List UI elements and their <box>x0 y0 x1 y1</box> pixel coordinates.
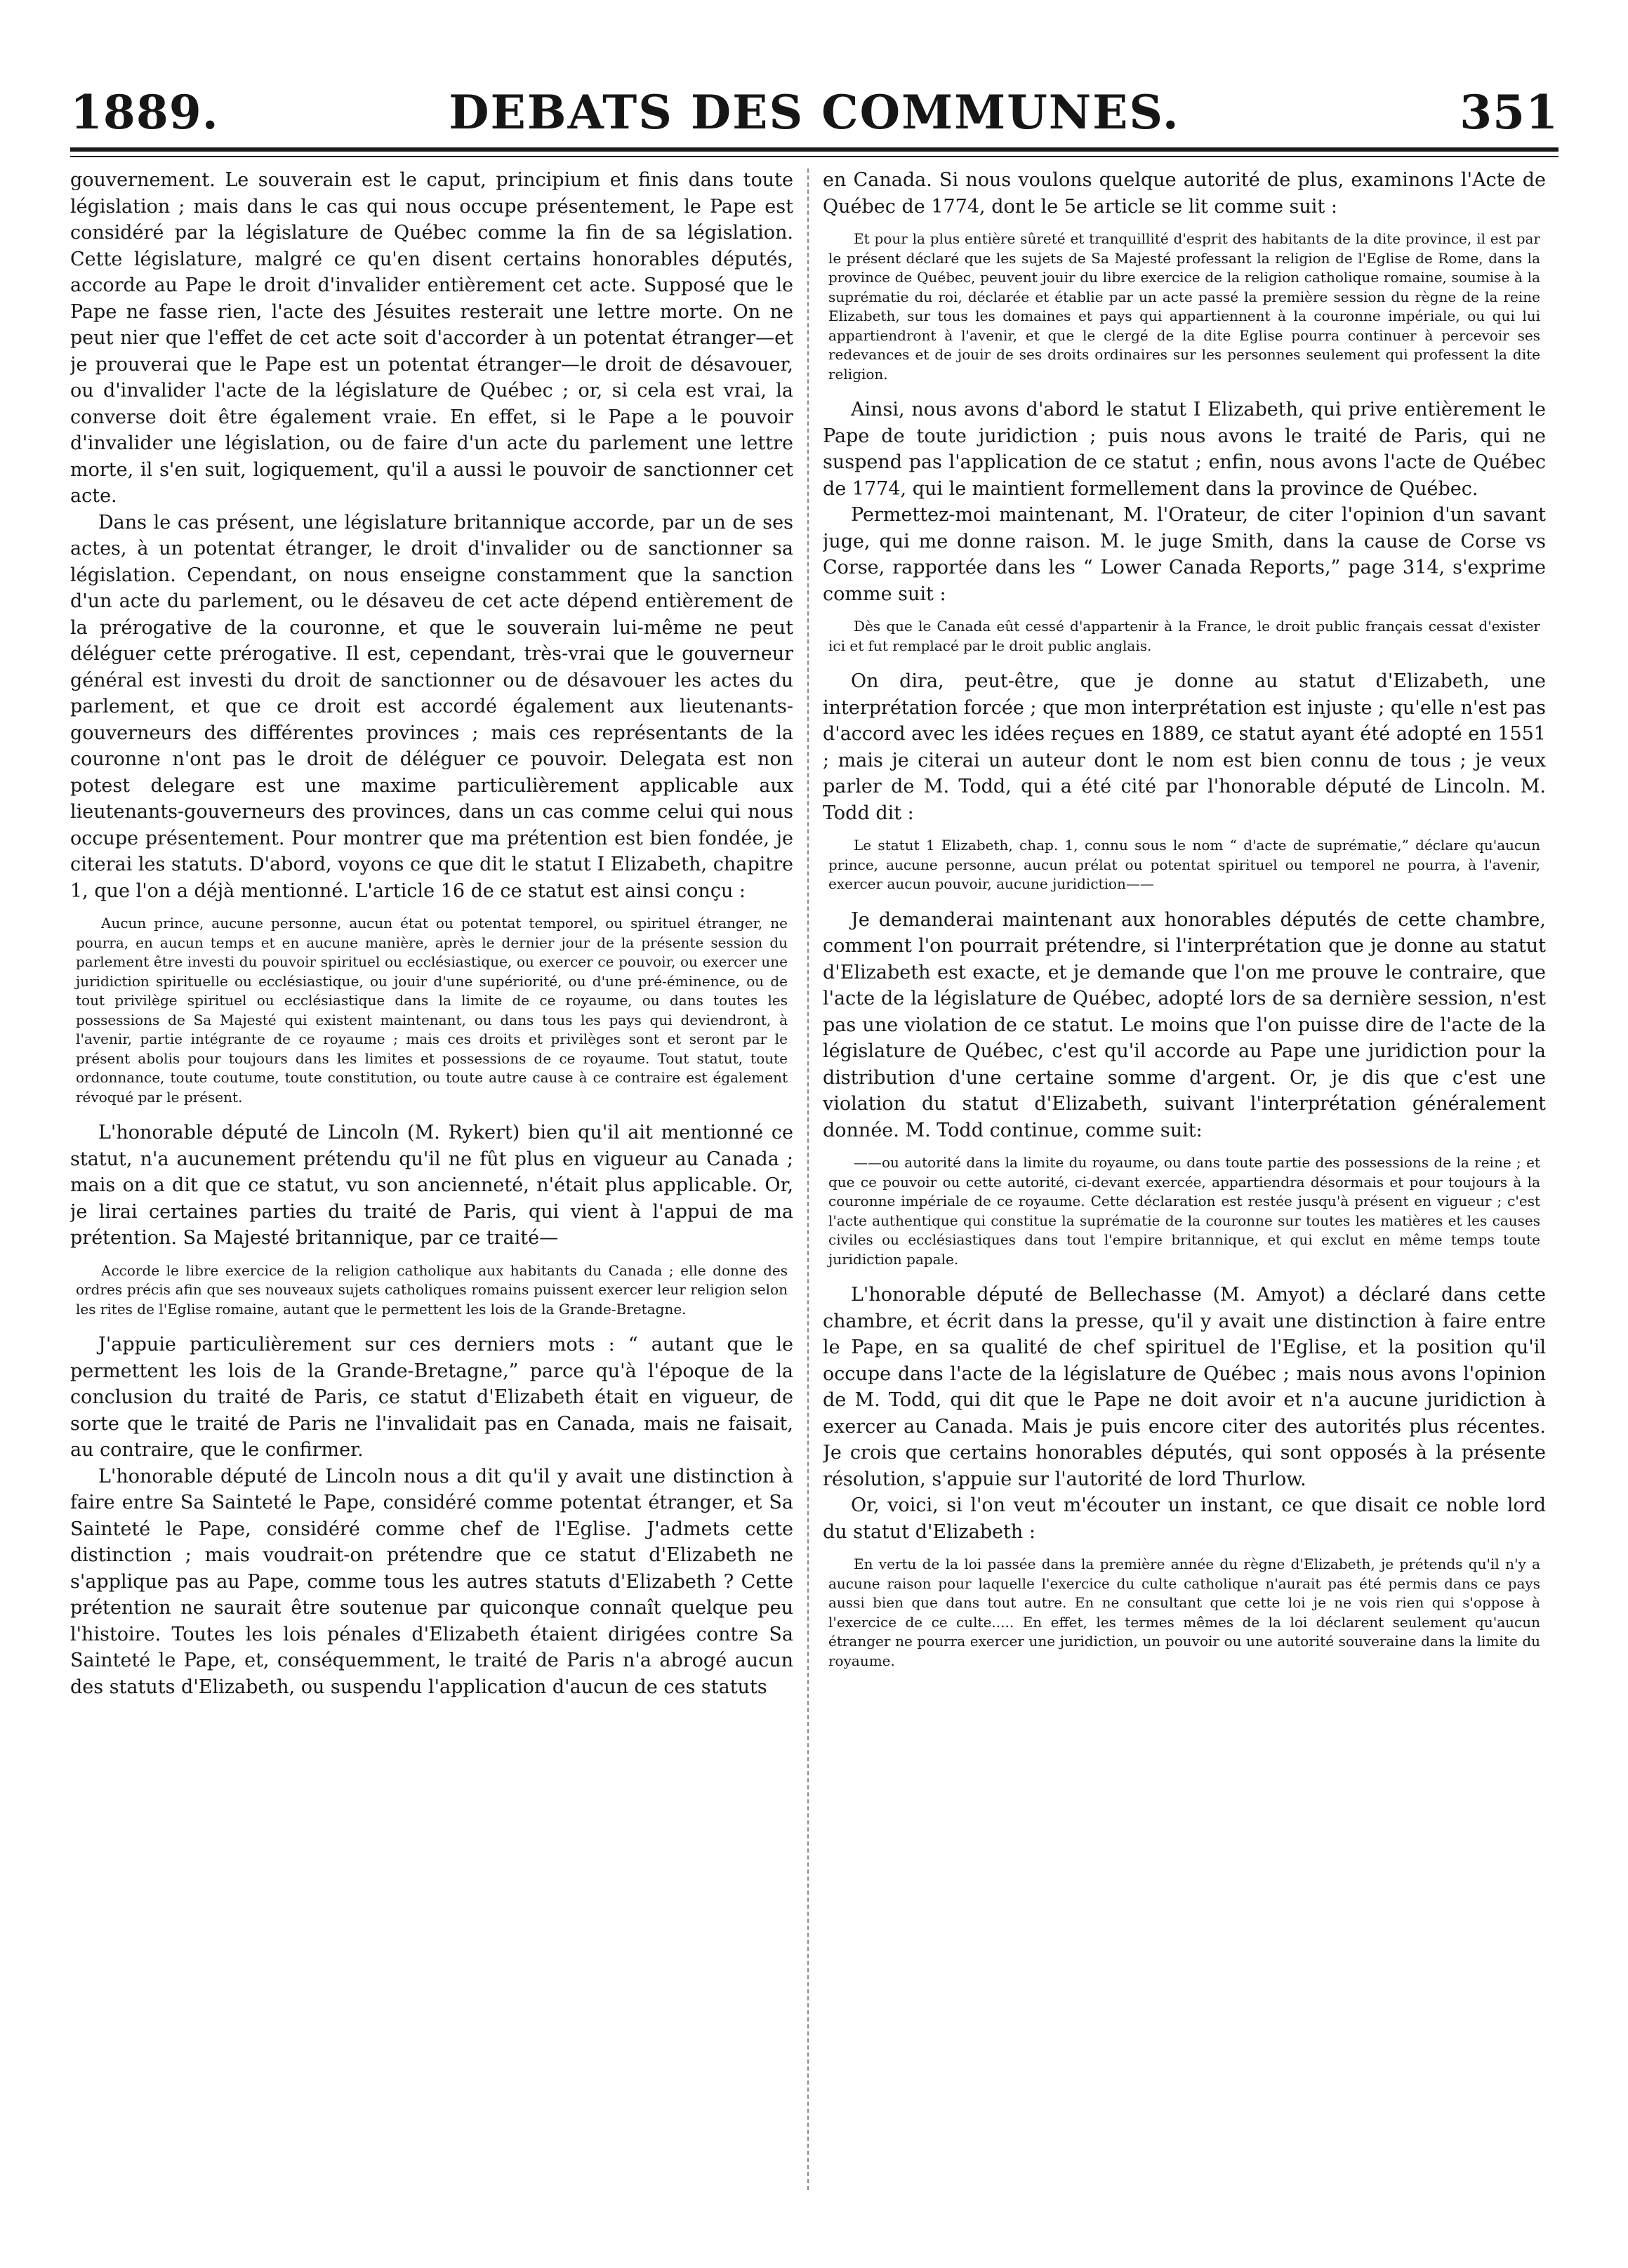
page-header <box>70 84 1558 140</box>
right-quote-judge-smith: Dès que le Canada eût cessé d'appartenir à la France, le droit public français cessat d'exister ici et fut remplacé par le droit public anglais. <box>828 618 1540 654</box>
left-quote-elizabeth-statute: Aucun prince, aucune personne, aucun état ou potentat temporel, ou spirituel étranger, ne pourra, en aucun temps et en aucune manière, après le dernier jour de la présente session du parlement être investi du pouvoir spirituel ou ecclésiastique, ou exercer ce pouvoir, ou exercer une juridiction spirituelle ou ecclésiastique, ou jouir d'une supériorité, ou d'une pré-éminence, ou de tout privilège spirituel ou ecclésiastique dans la limite de ce royaume, ou dans toutes les possessions de Sa Majesté qui existent maintenant, ou dans tous les pays qui deviendront, à l'avenir, partie intégrante de ce royaume ; mais ces droits et privilèges sont et seront par le présent abolis pour toujours dans les limites et possessions de ce royaume. Tout statut, toute ordonnance, toute coutume, toute constitution, ou toute autre cause à ce contraire est également révoqué par le présent. <box>76 915 788 1106</box>
right-paragraph-7: Or, voici, si l'on veut m'écouter un instant, ce que disait ce noble lord du statut d'Elizabeth : <box>823 1494 1546 1543</box>
left-paragraph-4: J'appuie particulièrement sur ces derniers mots : “ autant que le permettent les lois de la Grande-Bretagne,” parce qu'à l'époque de la conclusion du traité de Paris, ce statut d'Elizabeth était en vigueur, de sorte que le traité de Paris ne l'invalidait pas en Canada, mais ne faisait, au contraire, que le confirmer. <box>70 1334 793 1461</box>
header-rule-thin <box>70 156 1558 157</box>
left-column <box>70 167 793 2203</box>
right-column <box>823 167 1546 2203</box>
right-paragraph-5: Je demanderai maintenant aux honorables députés de cette chambre, comment l'on pourrait prétendre, si l'interprétation que je donne au statut d'Elizabeth est exacte, et je demande que l'on me prouve le contraire, que l'acte de la législature de Québec, adopté lors de sa dernière session, n'est pas une violation de ce statut. Le moins que l'on puisse dire de l'acte de la législature de Québec, c'est qu'il accorde au Pape une juridiction pour la distribution d'une certaine somme d'argent. Or, je dis que c'est une violation du statut d'Elizabeth, suivant l'interprétation généralement donnée. M. Todd continue, comme suit: <box>823 908 1546 1141</box>
right-paragraph-2: Ainsi, nous avons d'abord le statut I Elizabeth, qui prive entièrement le Pape de toute juridiction ; puis nous avons le traité de Paris, qui ne suspend pas l'application de ce statut ; enfin, nous avons l'acte de Québec de 1774, qui le maintient formellement dans la province de Québec. <box>823 399 1546 500</box>
right-paragraph-3: Permettez-moi maintenant, M. l'Orateur, de citer l'opinion d'un savant juge, qui me donne raison. M. le juge Smith, dans la cause de Corse vs Corse, rapportée dans les “ Lower Canada Reports,” page 314, s'exprime comme suit : <box>823 504 1546 605</box>
header-rule <box>70 147 1558 152</box>
left-paragraph-1: gouvernement. Le souverain est le caput, principium et finis dans toute législation ; mais dans le cas qui nous occupe présentement, le Pape est considéré par la législature de Québec comme la fin de sa législation. Cette législature, malgré ce qu'en disent certains honorables députés, accorde au Pape le droit d'invalider entièrement cet acte. Supposé que le Pape ne fasse rien, l'acte des Jésuites resterait une lettre morte. On ne peut nier que l'effet de cet acte soit d'accorder à un potentat étranger—et je prouverai que le Pape est un potentat étranger—le droit de désavouer, ou d'invalider l'acte de la législature de Québec ; or, si cela est vrai, la converse doit être également vraie. En effet, si le Pape a le pouvoir d'invalider une législation, ou de faire d'un acte du parlement une lettre morte, il s'en suit, logiquement, qu'il a aussi le pouvoir de sanctionner cet acte. <box>70 169 793 507</box>
left-paragraph-2: Dans le cas présent, une législature britannique accorde, par un de ses actes, à un potentat étranger, le droit d'invalider ou de sanctionner sa législation. Cependant, on nous enseigne constamment que la sanction d'un acte du parlement, ou le désaveu de cet acte dépend entièrement de la prérogative de la couronne, et que le souverain lui-même ne peut déléguer cette prérogative. Il est, cependant, très-vrai que le gouverneur général est investi du droit de sanctionner ou de désavouer les actes du parlement, et que ce droit est accordé également aux lieutenants-gouverneurs des différentes provinces ; mais ces représentants de la couronne n'ont pas le droit de déléguer ce pouvoir. Delegata est non potest delegare est une maxime particulièrement applicable aux lieutenants-gouverneurs des provinces, dans un cas comme celui qui nous occupe présentement. Pour montrer que ma prétention est bien fondée, je citerai les statuts. D'abord, voyons ce que dit le statut I Elizabeth, chapitre 1, que l'on a déjà mentionné. L'article 16 de ce statut est ainsi conçu : <box>70 511 793 902</box>
right-quote-thurlow: En vertu de la loi passée dans la première année du règne d'Elizabeth, je prétends qu'il n'y a aucune raison pour laquelle l'exercice du culte catholique n'aurait pas été permis dans ce pays aussi bien que dans tout autre. En ne consultant que cette loi je ne vois rien qui s'oppose à l'exercice de ce culte..... En effet, les termes mêmes de la loi déclarent seulement qu'aucun étranger ne pourra exercer une juridiction, un pouvoir ou une autorité souveraine dans la limite du royaume. <box>828 1556 1540 1669</box>
right-paragraph-1: en Canada. Si nous voulons quelque autorité de plus, examinons l'Acte de Québec de 1774, dont le 5e article se lit comme suit : <box>823 169 1546 218</box>
right-paragraph-6: L'honorable député de Bellechasse (M. Amyot) a déclaré dans cette chambre, et écrit dans la presse, qu'il y avait une distinction à faire entre le Pape, en sa qualité de chef spirituel de l'Eglise, et la position qu'il occupe dans l'acte de la législature de Québec ; mais nous avons l'opinion de M. Todd, qui dit que le Pape ne doit avoir et n'a aucune juridiction à exercer au Canada. Mais je puis encore citer des autorités plus récentes. Je crois que certains honorables députés, qui sont opposés à la présente résolution, s'appuie sur l'autorité de lord Thurlow. <box>823 1284 1546 1490</box>
left-paragraph-3: L'honorable député de Lincoln (M. Rykert) bien qu'il ait mentionné ce statut, n'a aucunement prétendu qu'il ne fût plus en vigueur au Canada ; mais on a dit que ce statut, vu son ancienneté, n'était plus applicable. Or, je lirai certaines parties du traité de Paris, qui vient à l'appui de ma prétention. Sa Majesté britannique, par ce traité— <box>70 1122 793 1249</box>
right-quote-todd-2: ——ou autorité dans la limite du royaume, ou dans toute partie des possessions de la reine ; et que ce pouvoir ou cette autorité, ci-devant exercée, appartiendra désormais et pour toujours à la couronne impériale de ce royaume. Cette déclaration est restée jusqu'à présent en vigueur ; c'est l'acte authentique qui constitue la suprématie de la couronne sur toutes les matières et les causes civiles ou ecclésiastiques dans tout l'empire britannique, et qui exclut en même temps toute juridiction papale. <box>828 1154 1540 1268</box>
header-title: DEBATS DES COMMUNES. <box>449 85 1180 140</box>
left-paragraph-5: L'honorable député de Lincoln nous a dit qu'il y avait une distinction à faire entre Sa Sainteté le Pape, considéré comme potentat étranger, et Sa Sainteté le Pape, considéré comme chef de l'Eglise. J'admets cette distinction ; mais voudrait-on prétendre que ce statut d'Elizabeth ne s'applique pas au Pape, comme tous les autres statuts d'Elizabeth ? Cette prétention ne saurait être soutenue par quiconque connaît quelque peu l'histoire. Toutes les lois pénales d'Elizabeth étaient dirigées contre Sa Sainteté le Pape, et, conséquemment, le traité de Paris n'a abrogé aucun des statuts d'Elizabeth, ou suspendu l'application d'aucun de ces statuts <box>70 1465 793 1698</box>
column-divider <box>807 168 809 2190</box>
right-paragraph-4: On dira, peut-être, que je donne au statut d'Elizabeth, une interprétation forcée ; que mon interprétation est injuste ; qu'elle n'est pas d'accord avec les idées reçues en 1889, ce statut ayant été adopté en 1551 ; mais je citerai un auteur dont le nom est bien connu de tous ; je veux parler de M. Todd, qui a été cité par l'honorable député de Lincoln. M. Todd dit : <box>823 670 1546 824</box>
header-year: 1889. <box>70 85 219 140</box>
header-page-number: 351 <box>1460 85 1558 140</box>
left-quote-treaty-of-paris: Accorde le libre exercice de la religion catholique aux habitants du Canada ; elle donne des ordres précis afin que ses nouveaux sujets catholiques romains puissent exercer leur religion selon les rites de l'Eglise romaine, autant que le permettent les lois de la Grande-Bretagne. <box>76 1261 788 1318</box>
right-quote-quebec-act: Et pour la plus entière sûreté et tranquillité d'esprit des habitants de la dite province, il est par le présent déclaré que les sujets de Sa Majesté professant la religion de l'Eglise de Rome, dans la province de Québec, peuvent jouir du libre exercice de la religion catholique romaine, soumise à la suprématie du roi, déclarée et établie par un acte passé la première session du règne de la reine Elizabeth, sur tous les domaines et pays qui appartiennent à la couronne impériale, ou qui lui appartiendront à l'avenir, et que le clergé de la dite Eglise pourra continuer à percevoir ses redevances et de jouir de ses droits ordinaires sur les personnes seulement qui professent la dite religion. <box>828 230 1540 383</box>
right-quote-todd-1: Le statut 1 Elizabeth, chap. 1, connu sous le nom “ d'acte de suprématie,” déclare qu'aucun prince, aucune personne, aucun prélat ou potentat spirituel ou temporel ne pourra, à l'avenir, exercer aucun pouvoir, aucune juridiction—— <box>828 837 1540 892</box>
